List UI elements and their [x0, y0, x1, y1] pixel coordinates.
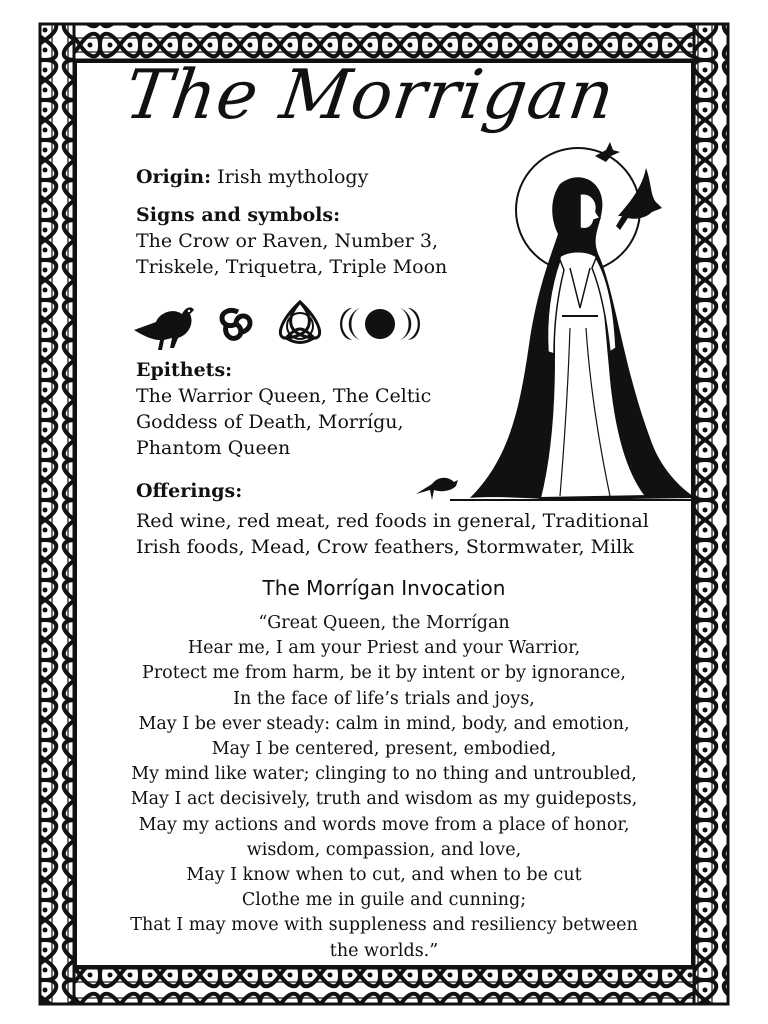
perched-crow-icon: [416, 478, 458, 500]
offerings-label: Offerings:: [136, 480, 243, 502]
page-title: The Morrigan: [120, 56, 620, 135]
invocation-line: That I may move with suppleness and resiliency between: [130, 915, 638, 936]
goddess-illustration: [410, 138, 700, 508]
epithets-line: Goddess of Death, Morrígu,: [136, 411, 404, 433]
invocation-line: May my actions and words move from a place of honor,: [138, 814, 630, 835]
triquetra-icon: [280, 302, 319, 343]
invocation-line: May I act decisively, truth and wisdom as my guideposts,: [130, 789, 638, 810]
raven-icon: [134, 307, 194, 350]
invocation-line: Hear me, I am your Priest and your Warrior,: [187, 638, 581, 659]
triskele-icon: [222, 310, 250, 338]
origin-value: Irish mythology: [217, 166, 369, 188]
invocation-line: “Great Queen, the Morrígan: [258, 613, 510, 633]
invocation-line: Protect me from harm, be it by intent or by ignorance,: [142, 663, 626, 684]
invocation-line: the worlds.”: [329, 940, 439, 961]
offerings-line: Irish foods, Mead, Crow feathers, Stormwater, Milk: [136, 536, 634, 558]
signs-line: The Crow or Raven, Number 3,: [136, 230, 439, 252]
symbols-row: [132, 294, 422, 354]
invocation-line: In the face of life’s trials and joys,: [233, 688, 535, 709]
offerings-line: Red wine, red meat, red foods in general, Traditional: [136, 510, 649, 532]
invocation-text: [100, 611, 668, 964]
epithets-label: Epithets:: [136, 359, 233, 381]
epithets-line: The Warrior Queen, The Celtic: [136, 385, 432, 407]
invocation-line: My mind like water; clinging to no thing and untroubled,: [131, 764, 637, 785]
invocation-title: The Morrígan Invocation: [262, 576, 506, 600]
signs-line: Triskele, Triquetra, Triple Moon: [136, 256, 448, 278]
triple-moon-icon: [340, 308, 420, 340]
invocation-line: wisdom, compassion, and love,: [246, 839, 522, 860]
invocation-line: May I be ever steady: calm in mind, body, and emotion,: [138, 713, 630, 734]
epithets-line: Phantom Queen: [136, 437, 291, 459]
invocation-line: May I know when to cut, and when to be cut: [186, 865, 582, 886]
signs-label: Signs and symbols:: [136, 204, 341, 226]
invocation-line: May I be centered, present, embodied,: [211, 739, 557, 760]
offerings-block: [136, 508, 656, 560]
invocation-line: Clothe me in guile and cunning;: [241, 890, 527, 911]
origin-label: Origin:: [136, 166, 212, 188]
